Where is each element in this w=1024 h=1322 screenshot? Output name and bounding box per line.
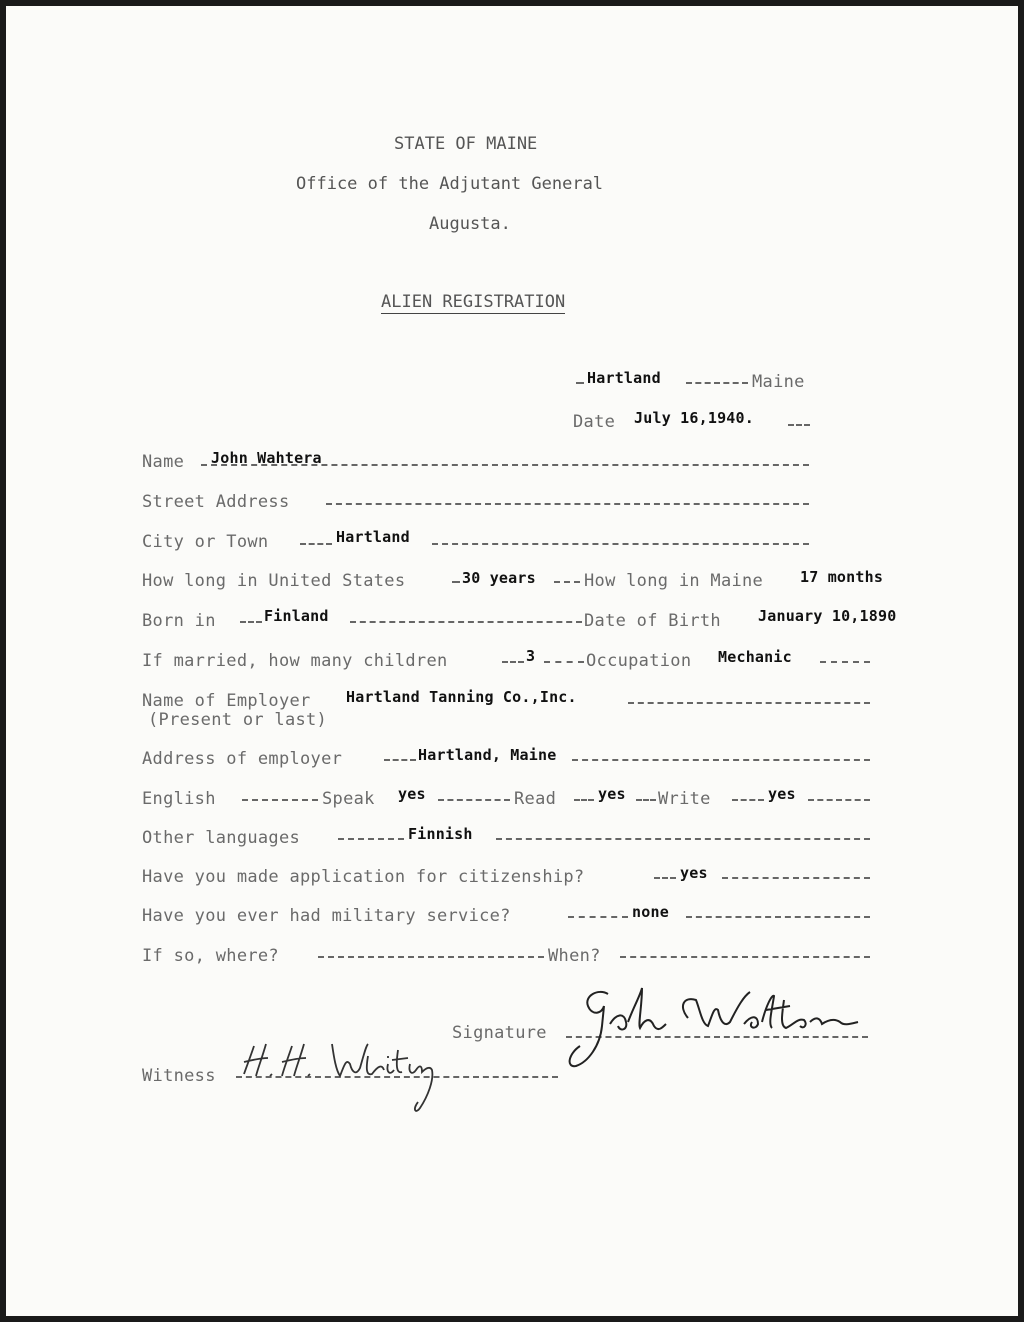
name-label: Name [142, 452, 185, 472]
citizenship-dash-b [722, 877, 870, 879]
document-page [6, 6, 1018, 1316]
citizenship-value: yes [680, 864, 708, 882]
born-label: Born in [142, 611, 216, 631]
place-dash [686, 382, 748, 384]
dob-label: Date of Birth [584, 611, 721, 631]
other-lang-value: Finnish [408, 825, 473, 843]
us-dash-a [452, 581, 460, 583]
military-dash-b [686, 916, 870, 918]
employer-dash [628, 702, 870, 704]
name-value: John Wahtera [211, 449, 322, 467]
city-dash-a [300, 543, 332, 545]
emp-address-label: Address of employer [142, 749, 343, 769]
read-dash-a [574, 799, 594, 801]
read-dash-b [636, 799, 656, 801]
office-heading: Office of the Adjutant General [296, 174, 604, 194]
military-dash-a [568, 916, 628, 918]
us-dash-b [554, 581, 580, 583]
where-label: If so, where? [142, 946, 279, 966]
signature-handwriting [558, 966, 878, 1076]
employer-label: Name of Employer [142, 691, 311, 711]
english-dash [242, 799, 318, 801]
maine-value: 17 months [800, 568, 884, 586]
read-value: yes [598, 785, 626, 803]
military-label: Have you ever had military service? [142, 906, 511, 926]
place-state-label: Maine [752, 372, 805, 392]
city-heading: Augusta. [429, 214, 511, 234]
write-dash-a [732, 799, 764, 801]
street-dash [326, 503, 809, 505]
emp-address-dash-b [572, 759, 870, 761]
speak-value: yes [398, 785, 426, 803]
us-value: 30 years [462, 569, 536, 587]
when-dash [620, 956, 870, 958]
other-lang-label: Other languages [142, 828, 301, 848]
state-heading: STATE OF MAINE [394, 134, 538, 154]
when-label: When? [548, 946, 601, 966]
signature-label: Signature [452, 1023, 547, 1043]
other-lang-dash-a [338, 838, 404, 840]
military-value: none [632, 903, 669, 921]
employer-sub-label: (Present or last) [148, 710, 328, 730]
children-dash-a [502, 661, 524, 663]
employer-value: Hartland Tanning Co.,Inc. [346, 688, 577, 706]
us-label: How long in United States [142, 571, 406, 591]
children-label: If married, how many children [142, 651, 448, 671]
english-label: English [142, 789, 216, 809]
date-dash [788, 424, 810, 426]
occupation-value: Mechanic [718, 648, 792, 666]
place-prefix-dash [576, 382, 584, 384]
date-value: July 16,1940. [634, 409, 754, 427]
write-label: Write [658, 789, 711, 809]
citizenship-label: Have you made application for citizenship? [142, 867, 585, 887]
maine-label: How long in Maine [584, 571, 764, 591]
city-dash-b [432, 543, 809, 545]
write-dash-b [808, 799, 870, 801]
form-title: ALIEN REGISTRATION [381, 292, 566, 312]
where-dash [318, 956, 544, 958]
signature-value [586, 1006, 593, 1007]
children-value: 3 [526, 647, 536, 665]
occupation-dash [820, 661, 870, 663]
witness-handwriting [232, 1036, 442, 1116]
occupation-label: Occupation [586, 651, 692, 671]
date-label: Date [573, 412, 616, 432]
citizenship-dash-a [654, 877, 676, 879]
write-value: yes [768, 785, 796, 803]
witness-value [246, 1046, 254, 1047]
place-town-value: Hartland [587, 369, 661, 387]
speak-dash [438, 799, 510, 801]
speak-label: Speak [322, 789, 375, 809]
emp-address-value: Hartland, Maine [418, 746, 557, 764]
emp-address-dash-a [384, 759, 416, 761]
city-label: City or Town [142, 532, 269, 552]
born-dash-b [350, 621, 582, 623]
witness-label: Witness [142, 1066, 216, 1086]
other-lang-dash-b [496, 838, 870, 840]
city-value: Hartland [336, 528, 410, 546]
children-dash-b [544, 661, 584, 663]
born-dash-a [240, 621, 262, 623]
dob-value: January 10,1890 [758, 607, 897, 625]
name-dash [201, 464, 809, 466]
read-label: Read [514, 789, 557, 809]
street-label: Street Address [142, 492, 290, 512]
born-value: Finland [264, 607, 329, 625]
